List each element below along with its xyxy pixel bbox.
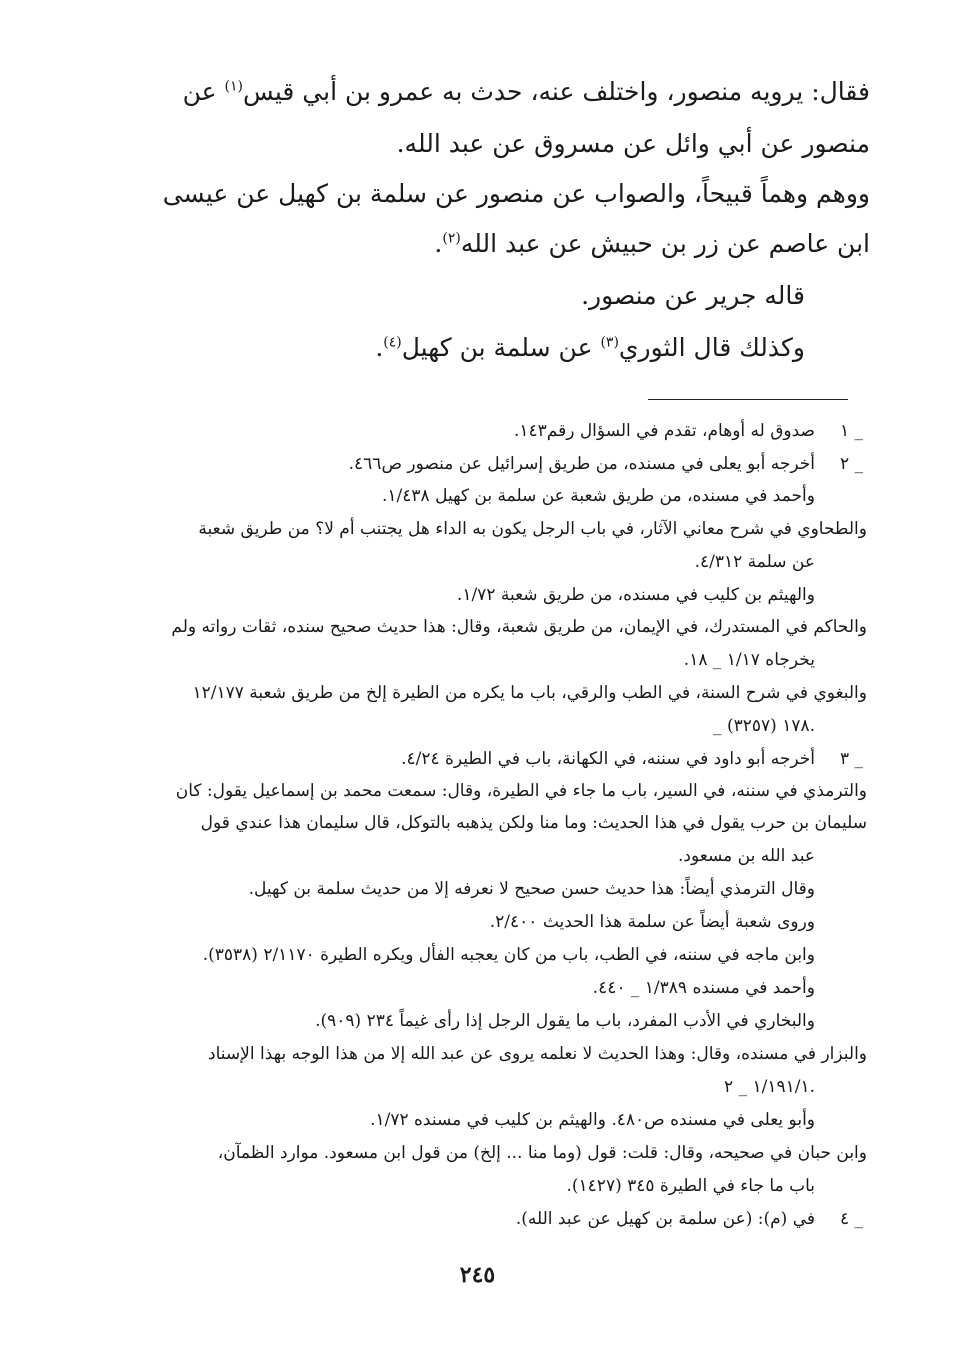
footnote-line: والبغوي في شرح السنة، في الطب والرقي، باب ما يكره من الطيرة إلخ من طريق شعبة ١٢/١٧٧ bbox=[192, 683, 867, 703]
main-line: قاله جرير عن منصور. bbox=[581, 281, 805, 310]
footnote-number: ٢ _ bbox=[839, 454, 863, 474]
footnote-line: باب ما جاء في الطيرة ٣٤٥ (١٤٢٧). bbox=[566, 1176, 815, 1196]
footnote-line: والترمذي في سننه، في السير، باب ما جاء في الطيرة، وقال: سمعت محمد بن إسماعيل يقول: كان bbox=[175, 781, 867, 801]
footnote-line: والهيثم بن كليب في مسنده، من طريق شعبة ١/٧٢. bbox=[456, 585, 815, 605]
footnote-line: عن سلمة ٤/٣١٢. bbox=[694, 552, 815, 572]
footnote-line: والبزار في مسنده، وقال: وهذا الحديث لا نعلمه يروى عن عبد الله إلا من هذا الوجه بهذا الإسناد bbox=[208, 1044, 867, 1064]
footnote-separator bbox=[648, 399, 848, 400]
footnote-number: ٣ _ bbox=[839, 749, 863, 769]
main-line: فقال: يرويه منصور، واختلف عنه، حدث به عمرو بن أبي قيس$^{(١)}$ عن bbox=[182, 77, 870, 106]
footnote-line: وروى شعبة أيضاً عن سلمة هذا الحديث ٢/٤٠٠. bbox=[489, 912, 815, 932]
footnote-line: وأبو يعلى في مسنده ص٤٨٠. والهيثم بن كليب في مسنده ١/٧٢. bbox=[370, 1110, 815, 1130]
footnote-line: _ ١٧٨ (٣٢٥٧). bbox=[713, 716, 815, 736]
footnote-line: أخرجه أبو داود في سننه، في الكهانة، باب في الطيرة ٤/٢٤. bbox=[401, 749, 815, 769]
footnote-line: والبخاري في الأدب المفرد، باب ما يقول الرجل إذا رأى غيماً ٢٣٤ (٩٠٩). bbox=[315, 1011, 815, 1031]
footnote-line: وأحمد في مسنده، من طريق شعبة عن سلمة بن كهيل ١/٤٣٨. bbox=[382, 486, 815, 506]
footnote-line: وابن ماجه في سننه، في الطب، باب من كان يعجبه الفأل ويكره الطيرة ٢/١١٧٠ (٣٥٣٨). bbox=[202, 945, 815, 965]
footnote-line: والطحاوي في شرح معاني الآثار، في باب الرجل يكون به الداء هل يجتنب أم لا؟ من طريق شعبة bbox=[198, 519, 867, 539]
footnote-line: أخرجه أبو يعلى في مسنده، من طريق إسرائيل عن منصور ص٤٦٦. bbox=[348, 454, 815, 474]
main-line: منصور عن أبي وائل عن مسروق عن عبد الله. bbox=[396, 129, 870, 158]
page-number: ٢٤٥ bbox=[459, 1262, 496, 1288]
footnote-line: والحاكم في المستدرك، في الإيمان، من طريق شعبة، وقال: هذا حديث صحيح سنده، ثقات رواته ولم bbox=[171, 617, 867, 637]
footnote-line: سليمان بن حرب يقول في هذا الحديث: وما منا ولكن يذهبه بالتوكل، قال سليمان هذا عندي قول bbox=[200, 813, 867, 833]
main-line: ابن عاصم عن زر بن حبيش عن عبد الله$^{(٢)}$. bbox=[434, 229, 870, 258]
footnote-number: ١ _ bbox=[839, 421, 863, 441]
footnote-number: ٤ _ bbox=[839, 1209, 863, 1229]
footnote-line: في (م): (عن سلمة بن كهيل عن عبد الله). bbox=[515, 1209, 815, 1229]
main-line: وكذلك قال الثوري$^{(٣)}$ عن سلمة بن كهيل$^{(٤)}$. bbox=[375, 333, 805, 362]
footnote-line: يخرجاه ١/١٧ _ ١٨. bbox=[683, 650, 815, 670]
main-line: ووهم وهماً قبيحاً، والصواب عن منصور عن سلمة بن كهيل عن عيسى bbox=[162, 179, 870, 208]
footnote-line: صدوق له أوهام، تقدم في السؤال رقم١٤٣. bbox=[513, 421, 815, 441]
footnote-line: عبد الله بن مسعود. bbox=[678, 846, 815, 866]
footnote-line: ١/١٩١/١ _ ٢. bbox=[724, 1077, 815, 1097]
footnote-line: وابن حبان في صحيحه، وقال: قلت: قول (وما منا ... إلخ) من قول ابن مسعود. موارد الظمآن، bbox=[217, 1143, 867, 1163]
footnote-line: وأحمد في مسنده ١/٣٨٩ _ ٤٤٠. bbox=[592, 978, 815, 998]
footnote-line: وقال الترمذي أيضاً: هذا حديث حسن صحيح لا نعرفه إلا من حديث سلمة بن كهيل. bbox=[248, 879, 815, 899]
